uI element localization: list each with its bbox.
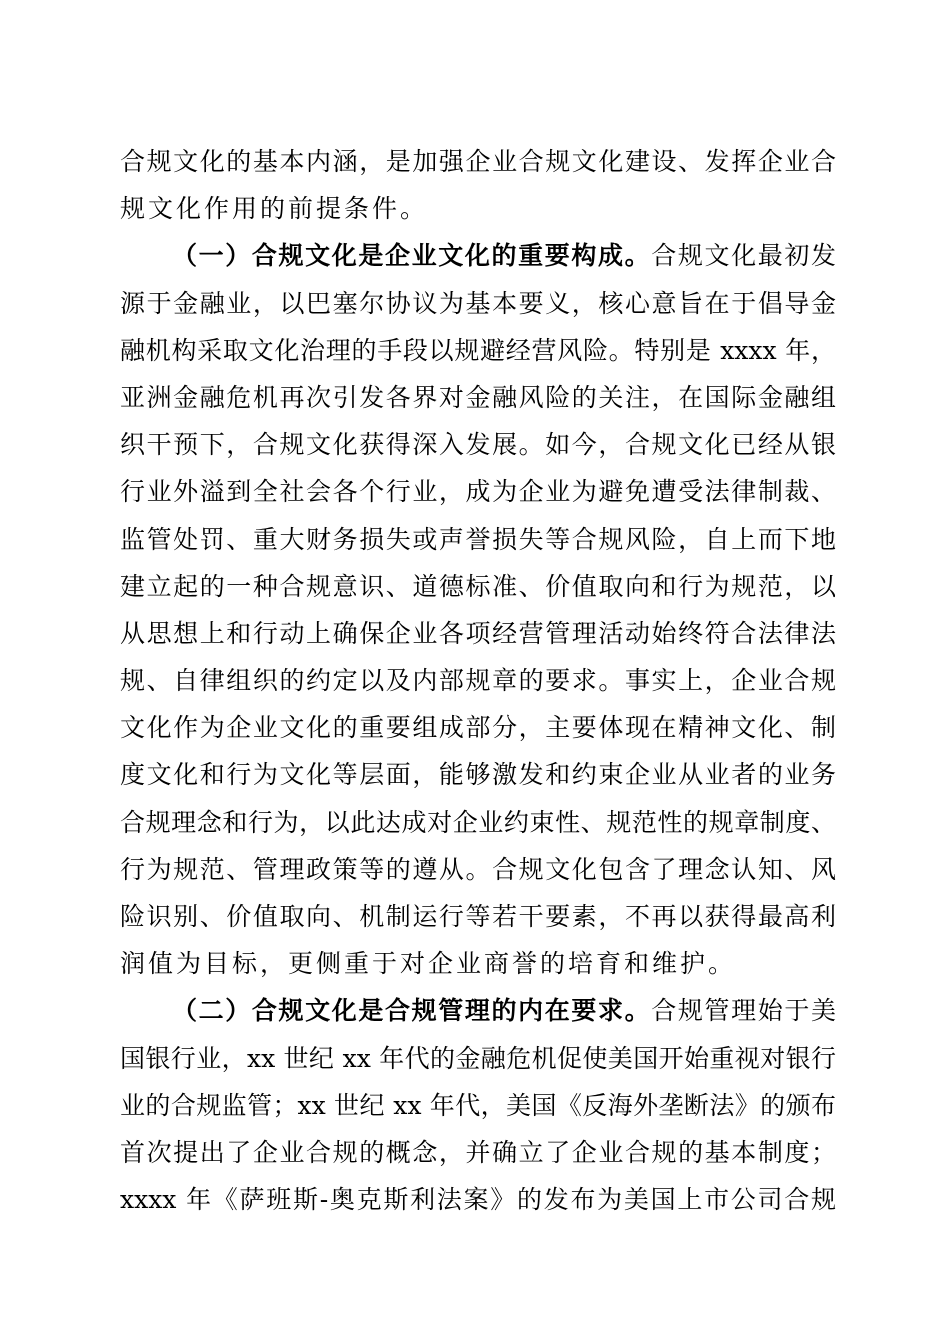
text-line: 润值为目标，更侧重于对企业商誉的培育和维护。 xyxy=(120,949,737,979)
text-line: 亚洲金融危机再次引发各界对金融风险的关注，在国际金融组 xyxy=(120,382,836,412)
section-heading: （一）合规文化是企业文化的重要构成。 xyxy=(172,241,652,271)
text-line: 行为规范、管理政策等的遵从。合规文化包含了理念认知、风 xyxy=(120,854,836,884)
text-line: 首次提出了企业合规的概念，并确立了企业合规的基本制度； xyxy=(120,1137,836,1167)
text-line: 合规理念和行为，以此达成对企业约束性、规范性的规章制度、 xyxy=(120,807,836,837)
text-line: 规文化作用的前提条件。 xyxy=(120,194,429,224)
text-line: 源于金融业，以巴塞尔协议为基本要义，核心意旨在于倡导金 xyxy=(120,288,836,318)
text-line: 度文化和行为文化等层面，能够激发和约束企业从业者的业务 xyxy=(120,760,836,790)
text-line: （二）合规文化是合规管理的内在要求。合规管理始于美 xyxy=(172,996,836,1026)
document-body xyxy=(120,138,836,1223)
text-line: 从思想上和行动上确保企业各项经营管理活动始终符合法律法 xyxy=(120,618,836,648)
section-heading: （二）合规文化是合规管理的内在要求。 xyxy=(172,996,652,1026)
text-line: 合规文化的基本内涵，是加强企业合规文化建设、发挥企业合 xyxy=(120,147,836,176)
text-line: 监管处罚、重大财务损失或声誉损失等合规风险，自上而下地 xyxy=(120,524,836,554)
text-line: 国银行业，xx 世纪 xx 年代的金融危机促使美国开始重视对银行 xyxy=(120,1043,836,1073)
text-line: 文化作为企业文化的重要组成部分，主要体现在精神文化、制 xyxy=(120,713,836,743)
text-line: 建立起的一种合规意识、道德标准、价值取向和行为规范，以 xyxy=(120,571,836,601)
text-line: 险识别、价值取向、机制运行等若干要素，不再以获得最高利 xyxy=(120,902,836,931)
text-line: xxxx 年《萨班斯-奥克斯利法案》的发布为美国上市公司合规 xyxy=(120,1185,836,1215)
text-line: 业的合规监管；xx 世纪 xx 年代，美国《反海外垄断法》的颁布 xyxy=(120,1090,836,1120)
text-line: （一）合规文化是企业文化的重要构成。合规文化最初发 xyxy=(172,241,836,271)
text-line: 融机构采取文化治理的手段以规避经营风险。特别是 xxxx 年， xyxy=(120,335,836,365)
text-line: 规、自律组织的约定以及内部规章的要求。事实上，企业合规 xyxy=(120,666,836,696)
text-line: 行业外溢到全社会各个行业，成为企业为避免遭受法律制裁、 xyxy=(120,477,836,507)
text-line: 织干预下，合规文化获得深入发展。如今，合规文化已经从银 xyxy=(120,430,836,460)
